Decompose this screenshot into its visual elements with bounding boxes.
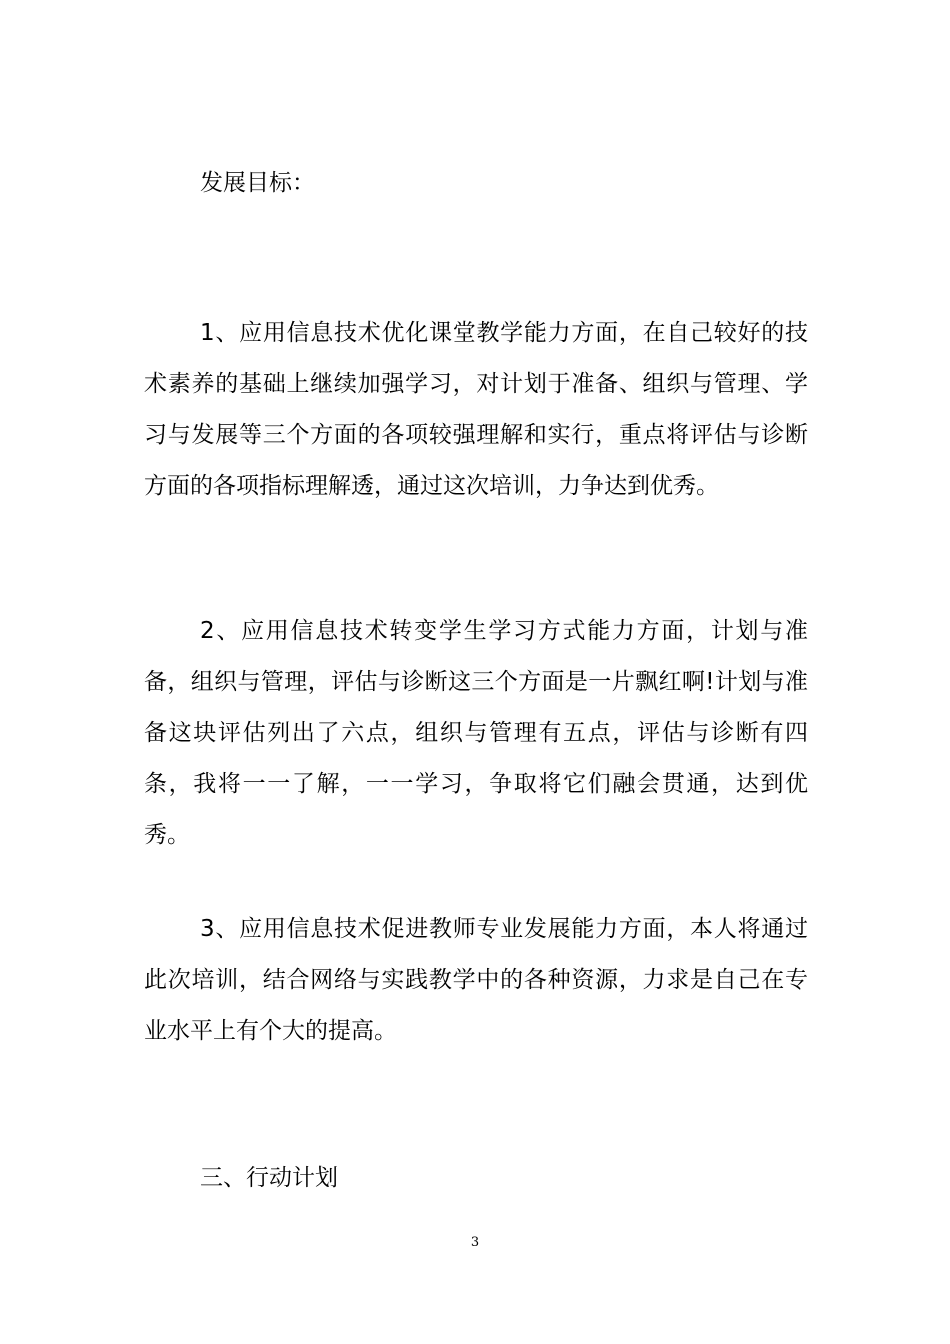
- paragraph-goal-1: 1、应用信息技术优化课堂教学能力方面，在自己较好的技术素养的基础上继续加强学习，对计划于准备、组织与管理、学习与发展等三个方面的各项较强理解和实行，重点将评估与诊断方面的各项指标理解透，通过这次培训，力争达到优秀。: [144, 320, 808, 499]
- section-heading-action-plan: 三、行动计划: [200, 1165, 338, 1191]
- section-heading-goals: 发展目标：: [200, 170, 315, 196]
- page-number: 3: [470, 1235, 480, 1250]
- paragraph-goal-3: 3、应用信息技术促进教师专业发展能力方面，本人将通过此次培训，结合网络与实践教学中的各种资源，力求是自己在专业水平上有个大的提高。: [144, 916, 808, 1044]
- paragraph-goal-2: 2、应用信息技术转变学生学习方式能力方面，计划与准备，组织与管理，评估与诊断这三个方面是一片飘红啊!计划与准备这块评估列出了六点，组织与管理有五点，评估与诊断有四条，我将一一了解，一一学习，争取将它们融会贯通，达到优秀。: [144, 618, 808, 848]
